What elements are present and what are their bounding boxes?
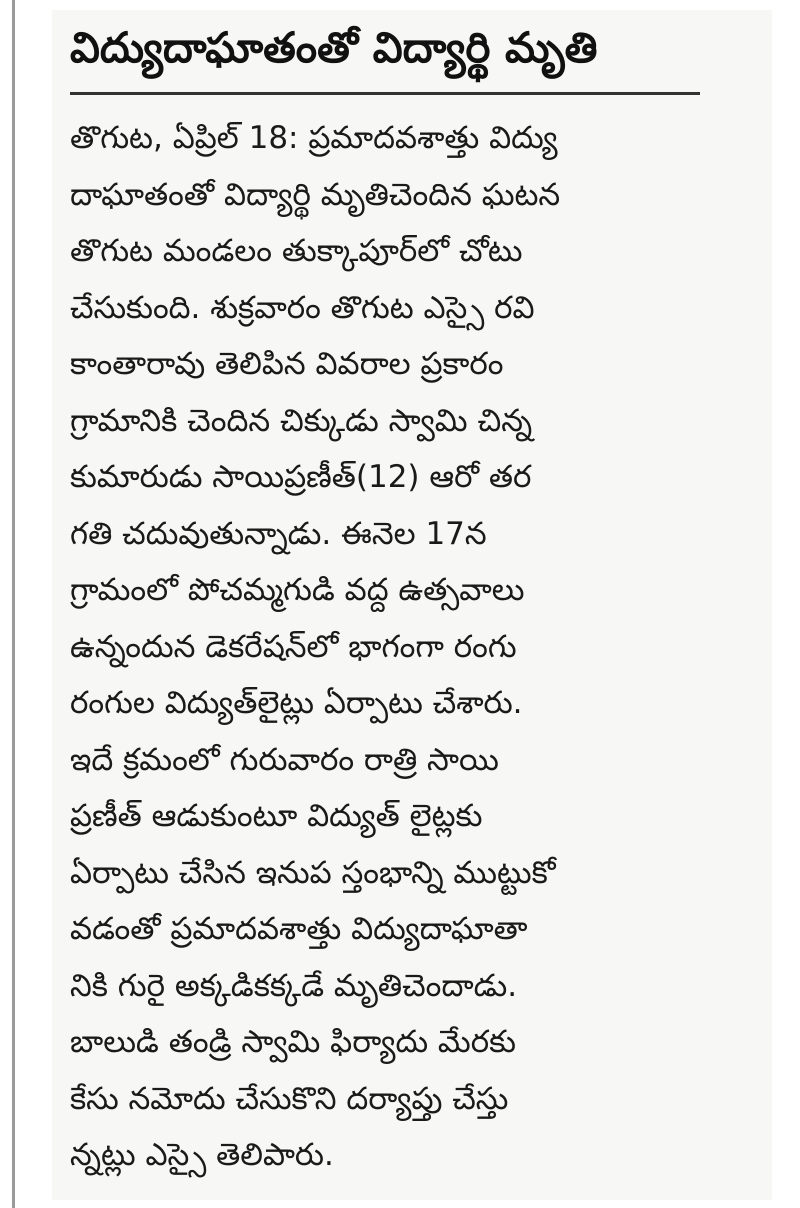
article-line: తొగుట, ఏప్రిల్ 18: ప్రమాదవశాత్తు విద్యు (70, 120, 558, 156)
article-line: దాఘాతంతో విద్యార్థి మృతిచెందిన ఘటన (70, 176, 561, 213)
article-headline: విద్యుదాఘాతంతో విద్యార్థి మృతి (70, 23, 598, 72)
article-line: బాలుడి తండ్రి స్వామి ఫిర్యాదు మేరకు (70, 1024, 517, 1060)
newspaper-clipping (52, 10, 772, 1200)
article-line: గ్రామానికి చెందిన చిక్కుడు స్వామి చిన్న (70, 402, 533, 439)
article-line: ఉన్నందున డెకరేషన్‌లో భాగంగా రంగు (70, 628, 517, 665)
article-line: తొగుట మండలం తుక్కాపూర్‌లో చోటు (70, 233, 523, 269)
article-line: న్నట్లు ఎస్సై తెలిపారు. (70, 1137, 334, 1173)
article-line: కేసు నమోదు చేసుకొని దర్యాప్తు చేస్తు (70, 1080, 509, 1117)
article-line: గతి చదువుతున్నాడు. ఈనెల 17న (70, 515, 487, 552)
article-line: ఇదే క్రమంలో గురువారం రాత్రి సాయి (70, 741, 499, 778)
article-line: చేసుకుంది. శుక్రవారం తొగుట ఎస్సై రవి (70, 289, 535, 326)
article-line: నికి గురై అక్కడికక్కడే మృతిచెందాడు. (70, 967, 518, 1004)
left-border-line (12, 0, 15, 1208)
article-line: కాంతారావు తెలిపిన వివరాల ప్రకారం (70, 346, 504, 382)
article-line: ప్రణీత్ ఆడుకుంటూ విద్యుత్ లైట్లకు (70, 798, 483, 834)
article-line: గ్రామంలో పోచమ్మగుడి వద్ద ఉత్సవాలు (70, 572, 525, 608)
article-line: రంగుల విద్యుత్‌లైట్లు ఏర్పాటు చేశారు. (70, 685, 523, 721)
article-line: కుమారుడు సాయిప్రణీత్(12) ఆరో తర (70, 459, 532, 495)
headline-divider (70, 92, 700, 95)
article-body (70, 110, 690, 1184)
article-line: ఏర్పాటు చేసిన ఇనుప స్తంభాన్ని ముట్టుకో (70, 854, 556, 891)
article-line: వడంతో ప్రమాదవశాత్తు విద్యుదాఘాతా (70, 911, 528, 947)
